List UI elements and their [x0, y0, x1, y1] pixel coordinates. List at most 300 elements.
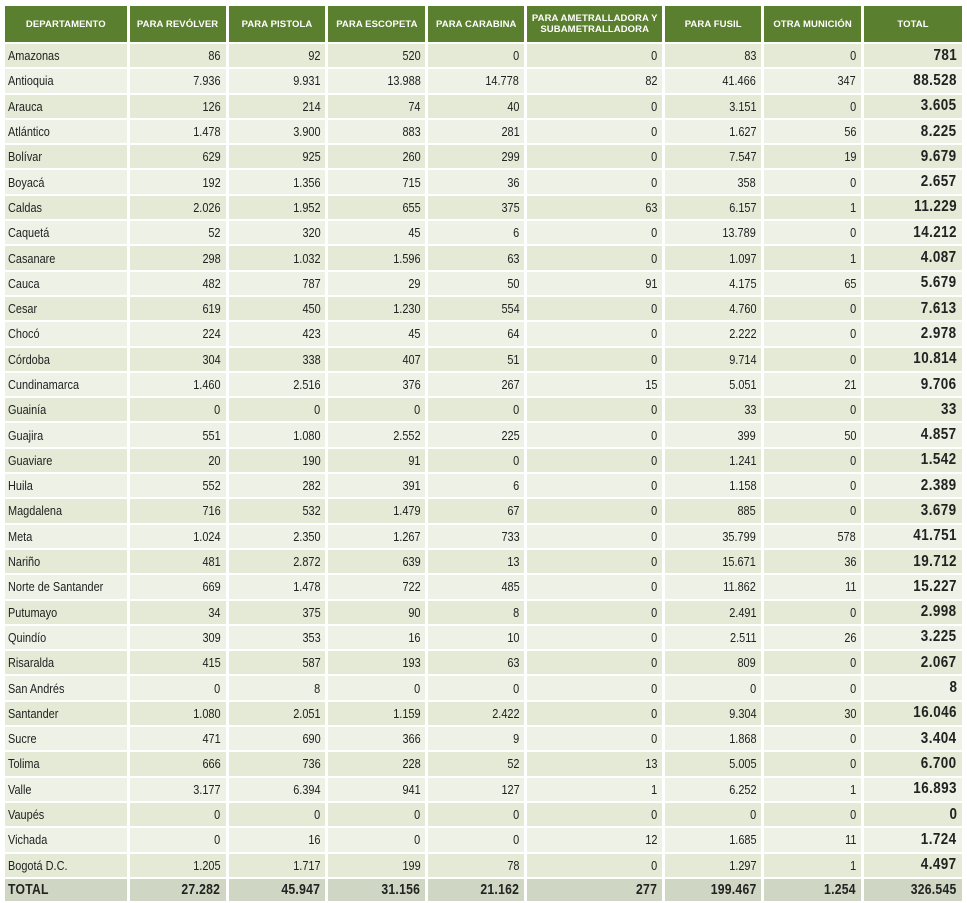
- value-cell: 19: [764, 145, 861, 168]
- table-row: [5, 499, 962, 522]
- value-cell: 0: [764, 170, 861, 193]
- department-cell: Vaupés: [5, 803, 127, 826]
- value-cell: 0: [527, 702, 662, 725]
- value-cell: 11: [764, 575, 861, 598]
- department-cell: Amazonas: [5, 44, 127, 67]
- value-cell: 0: [527, 95, 662, 118]
- department-cell: Cundinamarca: [5, 373, 127, 396]
- value-cell: 78: [428, 854, 524, 877]
- value-cell: 13.789: [665, 221, 761, 244]
- value-cell: 407: [328, 348, 425, 371]
- value-cell: 7.547: [665, 145, 761, 168]
- value-cell: 309: [130, 626, 226, 649]
- value-cell: 639: [328, 550, 425, 573]
- table-row: [5, 449, 962, 472]
- row-total-cell: 1.724: [864, 828, 962, 851]
- value-cell: 669: [130, 575, 226, 598]
- table-row: [5, 398, 962, 421]
- value-cell: 50: [764, 423, 861, 446]
- value-cell: 6.252: [665, 778, 761, 801]
- table-row: [5, 170, 962, 193]
- value-cell: 225: [428, 423, 524, 446]
- value-cell: 1.097: [665, 246, 761, 269]
- table-row: [5, 752, 962, 775]
- value-cell: 82: [527, 69, 662, 92]
- row-total-cell: 1.542: [864, 449, 962, 472]
- value-cell: 551: [130, 423, 226, 446]
- value-cell: 15.671: [665, 550, 761, 573]
- row-total-cell: 4.857: [864, 423, 962, 446]
- value-cell: 67: [428, 499, 524, 522]
- table-row: [5, 95, 962, 118]
- row-total-cell: 9.706: [864, 373, 962, 396]
- value-cell: 51: [428, 348, 524, 371]
- row-total-cell: 4.087: [864, 246, 962, 269]
- total-cell: 199.467: [665, 879, 761, 901]
- department-cell: Valle: [5, 778, 127, 801]
- table-row: [5, 348, 962, 371]
- row-total-cell: 16.046: [864, 702, 962, 725]
- department-cell: Córdoba: [5, 348, 127, 371]
- value-cell: 5.005: [665, 752, 761, 775]
- row-total-cell: 33: [864, 398, 962, 421]
- header-para-carabina: PARA CARABINA: [428, 6, 524, 42]
- department-cell: Meta: [5, 525, 127, 548]
- header-para-escopeta: PARA ESCOPETA: [328, 6, 425, 42]
- table-row: [5, 575, 962, 598]
- department-cell: Guajira: [5, 423, 127, 446]
- department-cell: Sucre: [5, 727, 127, 750]
- value-cell: 9.931: [229, 69, 326, 92]
- value-cell: 0: [328, 676, 425, 699]
- value-cell: 13: [527, 752, 662, 775]
- value-cell: 2.552: [328, 423, 425, 446]
- value-cell: 0: [527, 221, 662, 244]
- table-row: [5, 297, 962, 320]
- value-cell: 1.080: [130, 702, 226, 725]
- value-cell: 787: [229, 272, 326, 295]
- value-cell: 5.051: [665, 373, 761, 396]
- value-cell: 7.936: [130, 69, 226, 92]
- value-cell: 0: [527, 651, 662, 674]
- value-cell: 0: [764, 727, 861, 750]
- value-cell: 192: [130, 170, 226, 193]
- value-cell: 883: [328, 120, 425, 143]
- department-cell: Nariño: [5, 550, 127, 573]
- value-cell: 0: [764, 95, 861, 118]
- value-cell: 0: [764, 348, 861, 371]
- value-cell: 1.241: [665, 449, 761, 472]
- ammunition-by-department-table: [2, 4, 965, 903]
- row-total-cell: 3.605: [864, 95, 962, 118]
- value-cell: 4.760: [665, 297, 761, 320]
- value-cell: 0: [428, 828, 524, 851]
- value-cell: 1.478: [229, 575, 326, 598]
- total-cell: 31.156: [328, 879, 425, 901]
- value-cell: 0: [764, 499, 861, 522]
- department-cell: Norte de Santander: [5, 575, 127, 598]
- row-total-cell: 3.679: [864, 499, 962, 522]
- value-cell: 0: [764, 803, 861, 826]
- value-cell: 299: [428, 145, 524, 168]
- department-cell: Caldas: [5, 196, 127, 219]
- value-cell: 2.350: [229, 525, 326, 548]
- value-cell: 941: [328, 778, 425, 801]
- value-cell: 715: [328, 170, 425, 193]
- value-cell: 260: [328, 145, 425, 168]
- value-cell: 1: [764, 778, 861, 801]
- value-cell: 0: [527, 550, 662, 573]
- header-para-ametralladora: PARA AMETRALLADORA Y SUBAMETRALLADORA: [527, 6, 662, 42]
- value-cell: 1: [764, 196, 861, 219]
- value-cell: 0: [527, 474, 662, 497]
- value-cell: 0: [328, 398, 425, 421]
- value-cell: 0: [130, 803, 226, 826]
- value-cell: 90: [328, 601, 425, 624]
- value-cell: 0: [665, 803, 761, 826]
- value-cell: 56: [764, 120, 861, 143]
- value-cell: 214: [229, 95, 326, 118]
- department-cell: Antioquia: [5, 69, 127, 92]
- value-cell: 20: [130, 449, 226, 472]
- value-cell: 63: [527, 196, 662, 219]
- department-cell: Guaviare: [5, 449, 127, 472]
- value-cell: 267: [428, 373, 524, 396]
- row-total-cell: 781: [864, 44, 962, 67]
- value-cell: 0: [527, 854, 662, 877]
- value-cell: 338: [229, 348, 326, 371]
- table-row: [5, 196, 962, 219]
- department-cell: Casanare: [5, 246, 127, 269]
- value-cell: 2.422: [428, 702, 524, 725]
- table-row: [5, 525, 962, 548]
- value-cell: 482: [130, 272, 226, 295]
- row-total-cell: 4.497: [864, 854, 962, 877]
- value-cell: 353: [229, 626, 326, 649]
- value-cell: 358: [665, 170, 761, 193]
- total-cell: 277: [527, 879, 662, 901]
- department-cell: Vichada: [5, 828, 127, 851]
- value-cell: 0: [764, 601, 861, 624]
- value-cell: 2.516: [229, 373, 326, 396]
- department-cell: Caquetá: [5, 221, 127, 244]
- header-departamento: DEPARTAMENTO: [5, 6, 127, 42]
- value-cell: 228: [328, 752, 425, 775]
- value-cell: 74: [328, 95, 425, 118]
- value-cell: 11.862: [665, 575, 761, 598]
- value-cell: 0: [428, 676, 524, 699]
- header-para-revolver: PARA REVÓLVER: [130, 6, 226, 42]
- value-cell: 26: [764, 626, 861, 649]
- totals-row: [5, 879, 962, 901]
- row-total-cell: 16.893: [864, 778, 962, 801]
- value-cell: 4.175: [665, 272, 761, 295]
- value-cell: 1.159: [328, 702, 425, 725]
- value-cell: 16: [328, 626, 425, 649]
- total-cell: 1.254: [764, 879, 861, 901]
- value-cell: 91: [328, 449, 425, 472]
- table-row: [5, 601, 962, 624]
- row-total-cell: 2.998: [864, 601, 962, 624]
- table-body: [5, 44, 962, 877]
- value-cell: 16: [229, 828, 326, 851]
- value-cell: 0: [527, 398, 662, 421]
- value-cell: 0: [527, 575, 662, 598]
- value-cell: 0: [527, 170, 662, 193]
- value-cell: 0: [764, 398, 861, 421]
- table-row: [5, 373, 962, 396]
- value-cell: 736: [229, 752, 326, 775]
- table-row: [5, 120, 962, 143]
- value-cell: 1.230: [328, 297, 425, 320]
- table-row: [5, 69, 962, 92]
- value-cell: 666: [130, 752, 226, 775]
- row-total-cell: 10.814: [864, 348, 962, 371]
- table-row: [5, 145, 962, 168]
- value-cell: 320: [229, 221, 326, 244]
- value-cell: 481: [130, 550, 226, 573]
- value-cell: 9.714: [665, 348, 761, 371]
- totals-label: TOTAL: [5, 879, 127, 901]
- value-cell: 2.872: [229, 550, 326, 573]
- value-cell: 0: [764, 44, 861, 67]
- value-cell: 14.778: [428, 69, 524, 92]
- row-total-cell: 11.229: [864, 196, 962, 219]
- value-cell: 6.394: [229, 778, 326, 801]
- value-cell: 40: [428, 95, 524, 118]
- value-cell: 532: [229, 499, 326, 522]
- value-cell: 304: [130, 348, 226, 371]
- table-row: [5, 272, 962, 295]
- value-cell: 629: [130, 145, 226, 168]
- value-cell: 0: [764, 474, 861, 497]
- department-cell: Huila: [5, 474, 127, 497]
- value-cell: 224: [130, 322, 226, 345]
- value-cell: 587: [229, 651, 326, 674]
- value-cell: 282: [229, 474, 326, 497]
- table-row: [5, 626, 962, 649]
- value-cell: 722: [328, 575, 425, 598]
- value-cell: 64: [428, 322, 524, 345]
- value-cell: 733: [428, 525, 524, 548]
- value-cell: 1.627: [665, 120, 761, 143]
- value-cell: 13.988: [328, 69, 425, 92]
- value-cell: 1.479: [328, 499, 425, 522]
- value-cell: 578: [764, 525, 861, 548]
- value-cell: 347: [764, 69, 861, 92]
- value-cell: 11: [764, 828, 861, 851]
- value-cell: 92: [229, 44, 326, 67]
- table-row: [5, 322, 962, 345]
- value-cell: 1.717: [229, 854, 326, 877]
- value-cell: 0: [527, 348, 662, 371]
- department-cell: San Andrés: [5, 676, 127, 699]
- value-cell: 399: [665, 423, 761, 446]
- grand-total-cell: 326.545: [864, 879, 962, 901]
- value-cell: 33: [665, 398, 761, 421]
- row-total-cell: 19.712: [864, 550, 962, 573]
- table-row: [5, 474, 962, 497]
- department-cell: Putumayo: [5, 601, 127, 624]
- value-cell: 0: [764, 449, 861, 472]
- value-cell: 36: [428, 170, 524, 193]
- value-cell: 391: [328, 474, 425, 497]
- value-cell: 2.051: [229, 702, 326, 725]
- value-cell: 0: [527, 145, 662, 168]
- value-cell: 655: [328, 196, 425, 219]
- total-cell: 27.282: [130, 879, 226, 901]
- value-cell: 29: [328, 272, 425, 295]
- table-row: [5, 854, 962, 877]
- value-cell: 0: [527, 601, 662, 624]
- value-cell: 2.511: [665, 626, 761, 649]
- department-cell: Risaralda: [5, 651, 127, 674]
- value-cell: 552: [130, 474, 226, 497]
- department-cell: Santander: [5, 702, 127, 725]
- header-otra-municion: OTRA MUNICIÓN: [764, 6, 861, 42]
- header-para-fusil: PARA FUSIL: [665, 6, 761, 42]
- table-row: [5, 651, 962, 674]
- value-cell: 3.151: [665, 95, 761, 118]
- value-cell: 1.952: [229, 196, 326, 219]
- value-cell: 86: [130, 44, 226, 67]
- value-cell: 45: [328, 322, 425, 345]
- value-cell: 0: [764, 297, 861, 320]
- value-cell: 63: [428, 651, 524, 674]
- row-total-cell: 7.613: [864, 297, 962, 320]
- value-cell: 83: [665, 44, 761, 67]
- value-cell: 0: [527, 626, 662, 649]
- value-cell: 0: [328, 828, 425, 851]
- row-total-cell: 0: [864, 803, 962, 826]
- value-cell: 10: [428, 626, 524, 649]
- value-cell: 0: [130, 398, 226, 421]
- row-total-cell: 3.225: [864, 626, 962, 649]
- value-cell: 1.460: [130, 373, 226, 396]
- value-cell: 52: [428, 752, 524, 775]
- value-cell: 8: [229, 676, 326, 699]
- value-cell: 52: [130, 221, 226, 244]
- department-cell: Tolima: [5, 752, 127, 775]
- value-cell: 9: [428, 727, 524, 750]
- value-cell: 0: [527, 803, 662, 826]
- value-cell: 1.868: [665, 727, 761, 750]
- row-total-cell: 8: [864, 676, 962, 699]
- value-cell: 9.304: [665, 702, 761, 725]
- value-cell: 30: [764, 702, 861, 725]
- value-cell: 0: [527, 676, 662, 699]
- value-cell: 809: [665, 651, 761, 674]
- value-cell: 0: [665, 676, 761, 699]
- row-total-cell: 8.225: [864, 120, 962, 143]
- table-row: [5, 221, 962, 244]
- value-cell: 0: [428, 398, 524, 421]
- value-cell: 6.157: [665, 196, 761, 219]
- value-cell: 0: [527, 297, 662, 320]
- value-cell: 485: [428, 575, 524, 598]
- value-cell: 190: [229, 449, 326, 472]
- row-total-cell: 14.212: [864, 221, 962, 244]
- value-cell: 450: [229, 297, 326, 320]
- table-row: [5, 778, 962, 801]
- value-cell: 471: [130, 727, 226, 750]
- value-cell: 375: [428, 196, 524, 219]
- value-cell: 0: [130, 828, 226, 851]
- value-cell: 0: [130, 676, 226, 699]
- value-cell: 1: [764, 246, 861, 269]
- value-cell: 415: [130, 651, 226, 674]
- value-cell: 885: [665, 499, 761, 522]
- value-cell: 45: [328, 221, 425, 244]
- total-cell: 45.947: [229, 879, 326, 901]
- table-row: [5, 550, 962, 573]
- value-cell: 0: [428, 803, 524, 826]
- value-cell: 3.900: [229, 120, 326, 143]
- value-cell: 0: [764, 221, 861, 244]
- value-cell: 50: [428, 272, 524, 295]
- value-cell: 1.356: [229, 170, 326, 193]
- department-cell: Magdalena: [5, 499, 127, 522]
- value-cell: 0: [428, 449, 524, 472]
- value-cell: 520: [328, 44, 425, 67]
- department-cell: Chocó: [5, 322, 127, 345]
- value-cell: 0: [527, 120, 662, 143]
- value-cell: 35.799: [665, 525, 761, 548]
- value-cell: 0: [527, 449, 662, 472]
- value-cell: 281: [428, 120, 524, 143]
- value-cell: 690: [229, 727, 326, 750]
- value-cell: 1.024: [130, 525, 226, 548]
- value-cell: 0: [527, 44, 662, 67]
- value-cell: 0: [527, 246, 662, 269]
- value-cell: 0: [764, 752, 861, 775]
- value-cell: 0: [527, 499, 662, 522]
- department-cell: Cesar: [5, 297, 127, 320]
- value-cell: 619: [130, 297, 226, 320]
- department-cell: Bogotá D.C.: [5, 854, 127, 877]
- row-total-cell: 6.700: [864, 752, 962, 775]
- table-row: [5, 676, 962, 699]
- row-total-cell: 2.067: [864, 651, 962, 674]
- table-row: [5, 727, 962, 750]
- header-para-pistola: PARA PISTOLA: [229, 6, 326, 42]
- value-cell: 0: [527, 322, 662, 345]
- value-cell: 65: [764, 272, 861, 295]
- value-cell: 0: [527, 423, 662, 446]
- department-cell: Arauca: [5, 95, 127, 118]
- value-cell: 366: [328, 727, 425, 750]
- value-cell: 423: [229, 322, 326, 345]
- value-cell: 2.491: [665, 601, 761, 624]
- value-cell: 1.685: [665, 828, 761, 851]
- department-cell: Guainía: [5, 398, 127, 421]
- value-cell: 1: [527, 778, 662, 801]
- value-cell: 0: [764, 676, 861, 699]
- row-total-cell: 3.404: [864, 727, 962, 750]
- value-cell: 0: [527, 727, 662, 750]
- value-cell: 1.297: [665, 854, 761, 877]
- department-cell: Boyacá: [5, 170, 127, 193]
- value-cell: 1.158: [665, 474, 761, 497]
- value-cell: 0: [764, 322, 861, 345]
- table-row: [5, 44, 962, 67]
- value-cell: 63: [428, 246, 524, 269]
- value-cell: 1.032: [229, 246, 326, 269]
- value-cell: 15: [527, 373, 662, 396]
- department-cell: Bolívar: [5, 145, 127, 168]
- value-cell: 554: [428, 297, 524, 320]
- value-cell: 0: [527, 525, 662, 548]
